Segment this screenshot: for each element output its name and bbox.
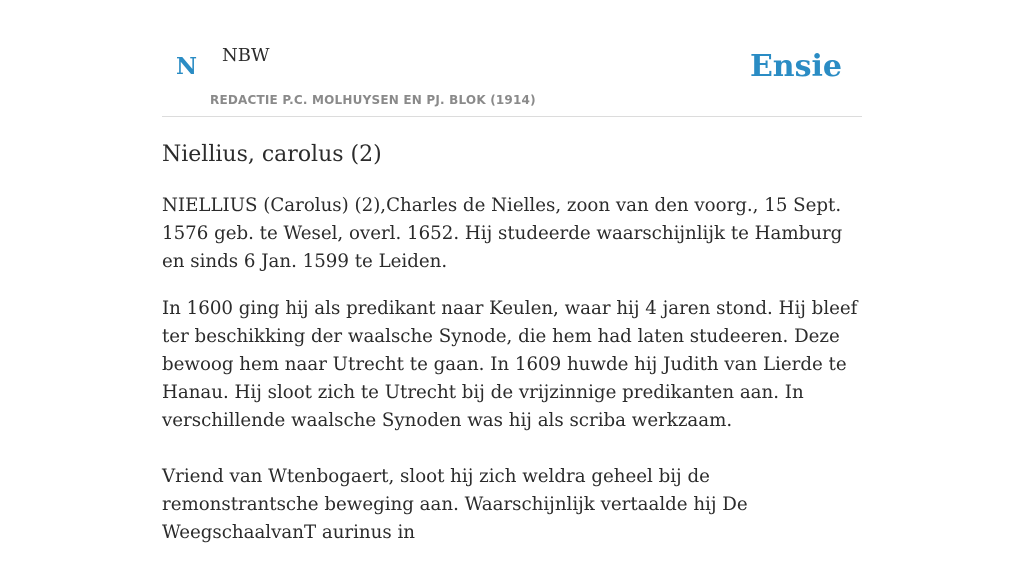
header — [162, 0, 862, 117]
article-paragraph: NIELLIUS (Carolus) (2),Charles de Nielles, zoon van den voorg., 15 Sept. 1576 geb. te Wesel, overl. 1652. Hij studeerde waarschijnlijk te Hamburg en sinds 6 Jan. 1599 te Leiden. — [162, 195, 843, 272]
source-logo[interactable]: N — [176, 53, 198, 80]
article-paragraph: In 1600 ging hij als predikant naar Keulen, waar hij 4 jaren stond. Hij bleef ter beschikking der waalsche Synode, die hem had laten studeeren. Deze bewoog hem naar Utrecht te gaan. In 1609 huwde hij Judith van Lierde te Hanau. Hij sloot zich te Utrecht bij de vrijzinnige predikanten aan. In verschillende waalsche Synoden was hij als scriba werkzaam. — [162, 298, 858, 431]
source-subtitle: REDACTIE P.C. MOLHUYSEN EN PJ. BLOK (1914) — [210, 93, 536, 107]
source-title[interactable]: NBW — [222, 45, 270, 66]
article-paragraph: Vriend van Wtenbogaert, sloot hij zich weldra geheel bij de remonstrantsche beweging aan. Waarschijnlijk vertaalde hij De WeegschaalvanT aurinus in — [162, 466, 748, 543]
article-title: Niellius, carolus (2) — [162, 142, 382, 167]
article-body — [162, 192, 862, 566]
page — [162, 0, 862, 543]
brand-logo-link[interactable]: Ensie — [749, 49, 842, 84]
